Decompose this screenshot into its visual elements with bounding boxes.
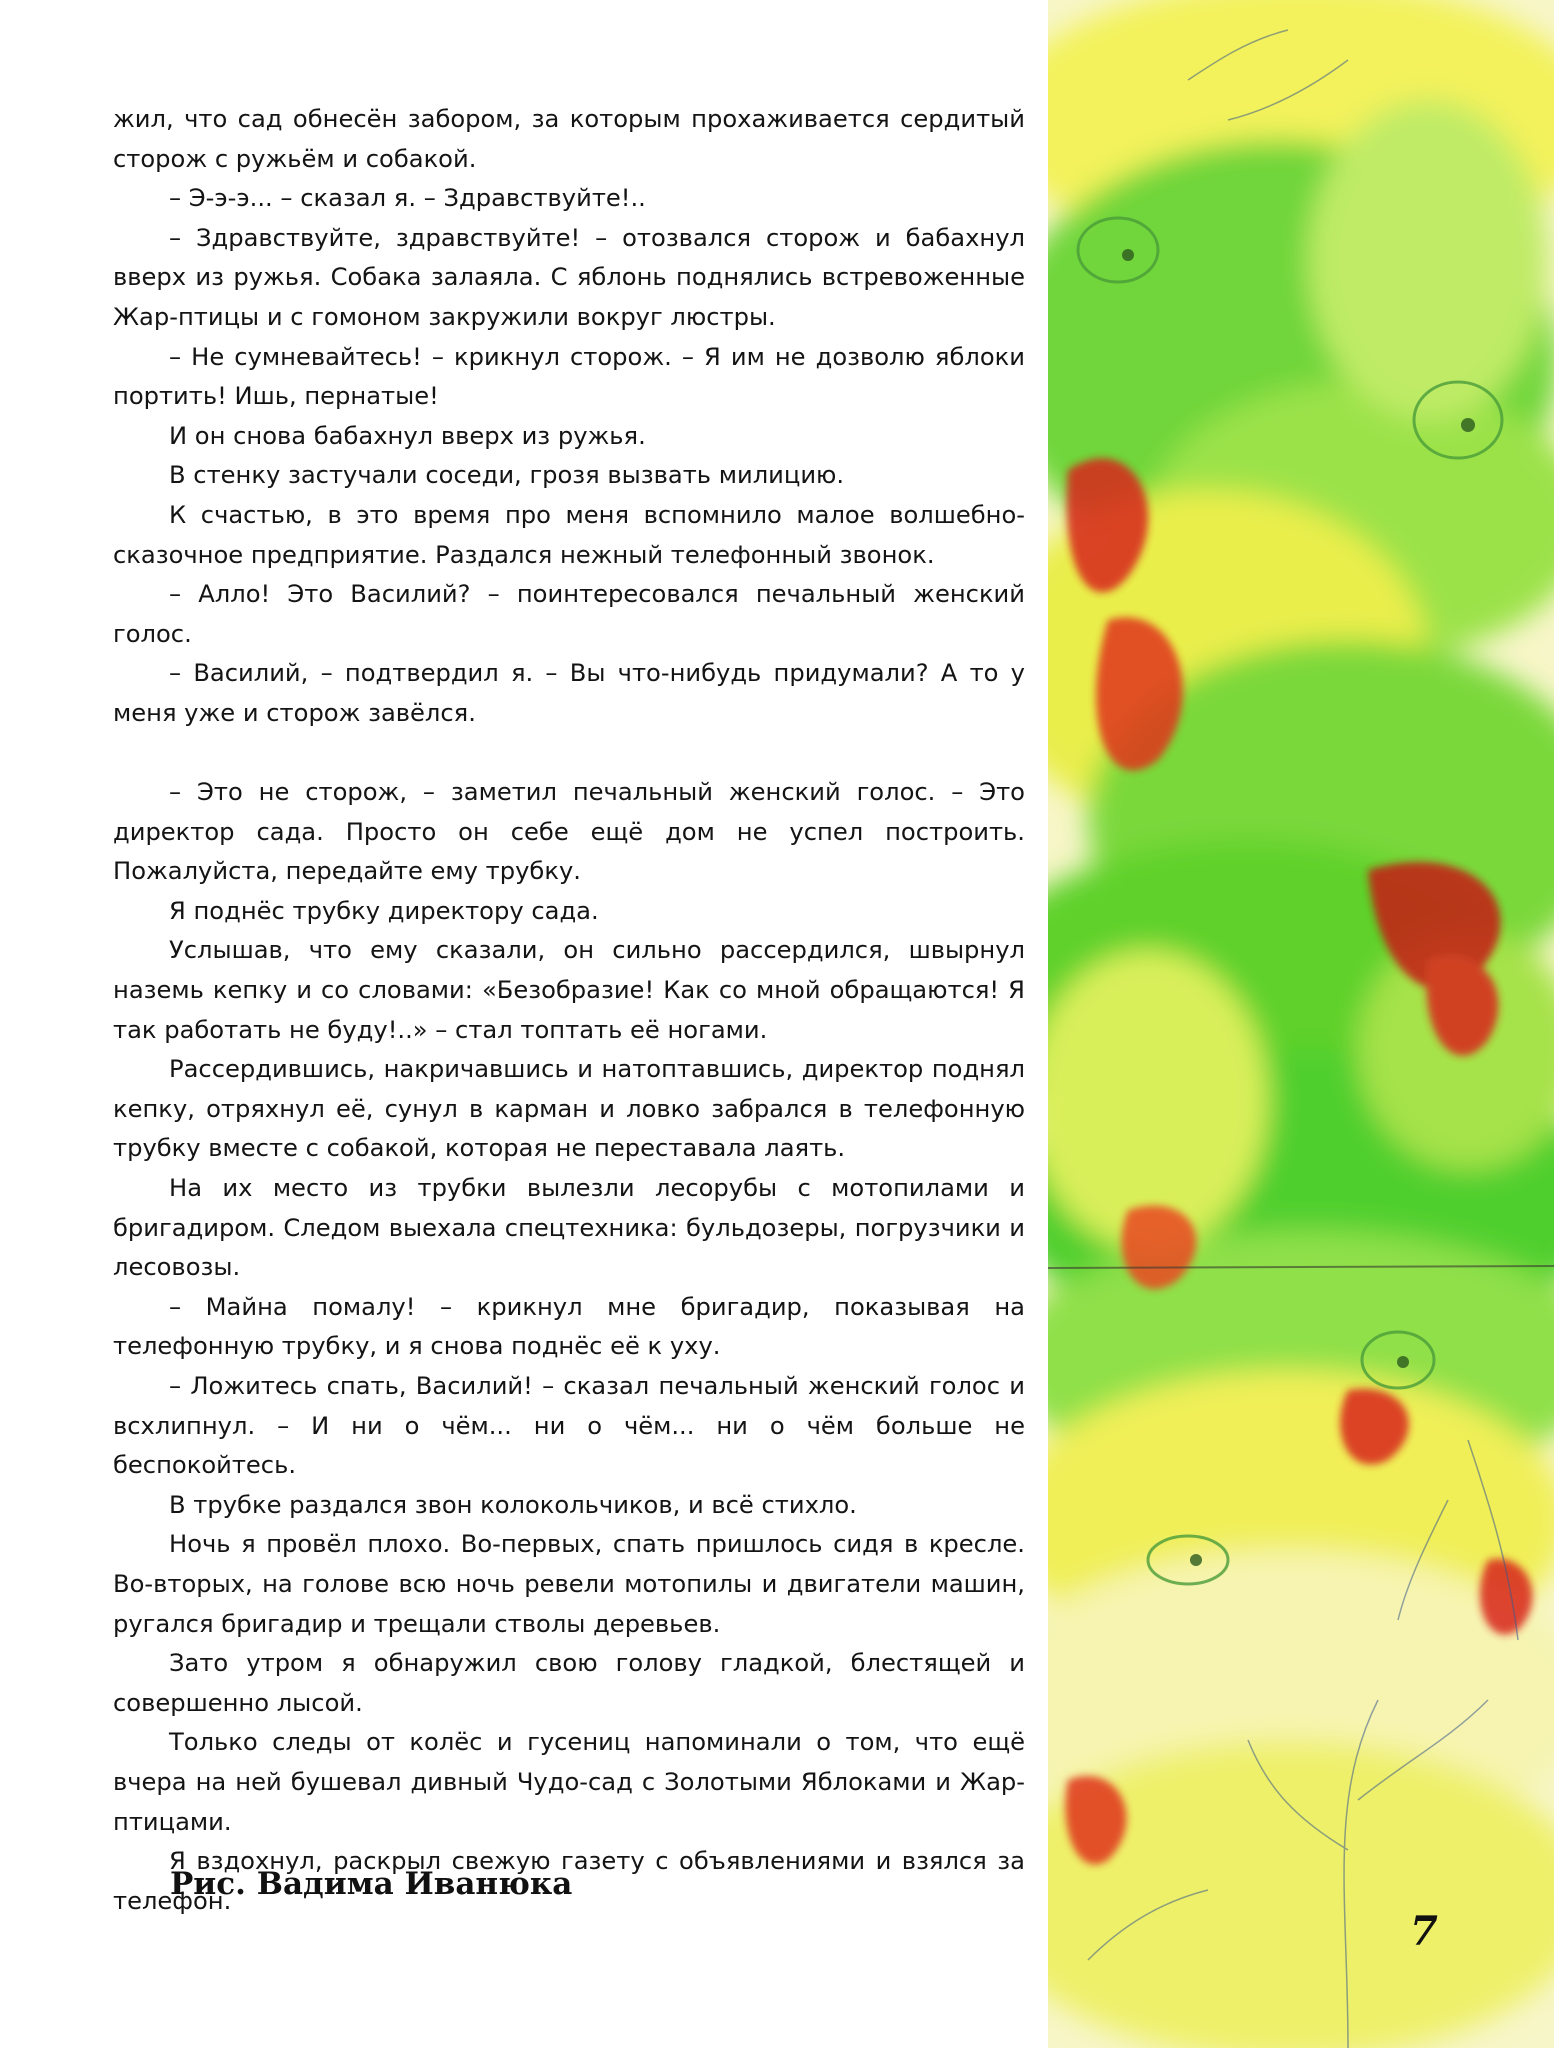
story-paragraph: – Э-э-э... – сказал я. – Здравствуйте!..: [169, 184, 646, 213]
paragraph-spacer: [113, 734, 1025, 774]
illustration-credit: Рис. Вадима Иванюка: [170, 1866, 573, 1902]
story-paragraph: В стенку застучали соседи, грозя вызвать милицию.: [169, 461, 845, 490]
story-text: [113, 100, 1025, 1921]
story-paragraph: Только следы от колёс и гусениц напоминали о том, что ещё вчера на ней бушевал дивный Чудо-сад с Золотыми Яблоками и Жар-птицами.: [113, 1728, 1025, 1836]
decorative-illustration: [1048, 0, 1554, 2048]
story-paragraph: Рассердившись, накричавшись и натоптавшись, директор поднял кепку, отряхнул её, сунул в карман и ловко забрался в телефонную трубку вместе с собакой, которая не переставала лаять.: [113, 1055, 1025, 1163]
story-paragraph: – Здравствуйте, здравствуйте! – отозвался сторож и бабахнул вверх из ружья. Собака залаяла. С яблонь поднялись встревоженные Жар-птицы и с гомоном закружили вокруг люстры.: [113, 223, 1025, 331]
story-paragraph: – Это не сторож, – заметил печальный женский голос. – Это директор сада. Просто он себе ещё дом не успел построить. Пожалуйста, передайте ему трубку.: [113, 778, 1025, 886]
story-paragraph: И он снова бабахнул вверх из ружья.: [169, 421, 646, 450]
story-paragraph: – Алло! Это Василий? – поинтересовался печальный женский голос.: [113, 580, 1025, 648]
story-paragraph: Ночь я провёл плохо. Во-первых, спать пришлось сидя в кресле. Во-вторых, на голове всю ночь ревели мотопилы и двигатели машин, ругался бригадир и трещали стволы деревьев.: [113, 1530, 1025, 1638]
story-paragraph: Я вздохнул, раскрыл свежую газету с объявлениями и взялся за телефон.: [113, 1847, 1025, 1915]
story-paragraph: – Василий, – подтвердил я. – Вы что-нибудь придумали? А то у меня уже и сторож завёлся.: [113, 659, 1025, 727]
story-paragraph: К счастью, в это время про меня вспомнило малое волшебно-сказочное предприятие. Раздался нежный телефонный звонок.: [113, 500, 1025, 569]
story-paragraph: В трубке раздался звон колокольчиков, и всё стихло.: [169, 1490, 857, 1519]
story-paragraph: Зато утром я обнаружил свою голову гладкой, блестящей и совершенно лысой.: [113, 1649, 1025, 1717]
story-paragraph: – Ложитесь спать, Василий! – сказал печальный женский голос и всхлипнул. – И ни о чём... ни о чём... ни о чём больше не беспокойтесь.: [113, 1372, 1025, 1480]
story-paragraph: жил, что сад обнесён забором, за которым прохаживается сердитый сторож с ружьём и собакой.: [113, 105, 1025, 173]
story-paragraph: Я поднёс трубку директору сада.: [169, 896, 599, 925]
story-paragraph: – Не сумневайтесь! – крикнул сторож. – Я им не дозволю яблоки портить! Ишь, пернатые!: [113, 342, 1025, 411]
page-number: 7: [1410, 1908, 1438, 1955]
story-paragraph: На их место из трубки вылезли лесорубы с мотопилами и бригадиром. Следом выехала спецтехника: бульдозеры, погрузчики и лесовозы.: [113, 1174, 1025, 1282]
story-paragraph: Услышав, что ему сказали, он сильно рассердился, швырнул наземь кепку и со словами: «Безобразие! Как со мной обращаются! Я так работать не буду!..» – стал топтать её ногами.: [113, 936, 1025, 1044]
story-paragraph: – Майна помалу! – крикнул мне бригадир, показывая на телефонную трубку, и я снова поднёс её к уху.: [113, 1292, 1025, 1361]
